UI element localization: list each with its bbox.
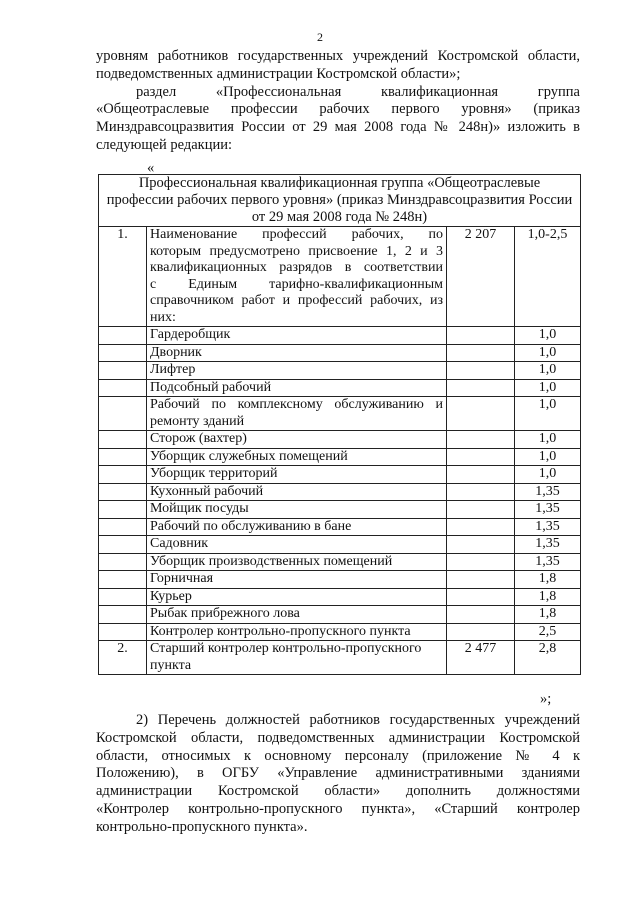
table-row: [99, 344, 581, 362]
profession-name: Контролер контрольно-пропускного пункта: [147, 623, 447, 641]
intro-line: уровням работников государственных учреждений Костромской области,: [96, 48, 580, 64]
table-row: [99, 362, 581, 380]
page-number: 2: [317, 30, 323, 44]
header-line: Профессиональная квалификационная группа «Общеотраслевые: [138, 175, 541, 191]
profession-name: Садовник: [147, 536, 447, 554]
row-coefficient: 2,8: [515, 641, 581, 675]
row-salary: 2 477: [447, 641, 515, 675]
table-row: [99, 501, 581, 519]
table-row: [99, 466, 581, 484]
outro-line: 2) Перечень должностей работников государственных учреждений: [136, 712, 580, 728]
profession-coef: 1,0: [515, 397, 581, 431]
intro-text: [96, 48, 580, 155]
outro-text: [96, 712, 580, 837]
outro-line: контрольно-пропускного пункта».: [96, 818, 308, 835]
intro-line: подведомственных администрации Костромской области»;: [96, 65, 461, 82]
table-row: [99, 623, 581, 641]
header-line: от 29 мая 2008 года № 248н): [251, 209, 428, 225]
row-name: [147, 641, 447, 675]
table-row: [99, 379, 581, 397]
outro-line: администрации Костромской области» дополнить должностями: [96, 783, 580, 800]
outro-line: области, относимых к основному персоналу (приложение № 4 к: [96, 747, 580, 764]
table-row: [99, 483, 581, 501]
qualification-table: [98, 174, 581, 675]
profession-coef: 1,0: [515, 362, 581, 380]
profession-name: Уборщик производственных помещений: [147, 553, 447, 571]
profession-coef: 1,35: [515, 553, 581, 571]
name-line: Наименование профессий рабочих, по: [150, 227, 443, 242]
profession-name: Рабочий по обслуживанию в бане: [147, 518, 447, 536]
intro-line: Минздравсоцразвития России от 29 мая 2008 года № 248н)» изложить в: [96, 119, 580, 136]
table-row: [99, 641, 581, 675]
table-row: [99, 327, 581, 345]
table-row: [99, 536, 581, 554]
intro-line: «Общеотраслевые профессии рабочих первого уровня» (приказ: [96, 101, 580, 118]
quote-close: »;: [540, 691, 552, 707]
row-salary: 2 207: [447, 227, 515, 327]
name-line: квалификационных разрядов в соответствии: [150, 260, 443, 275]
profession-name: Подсобный рабочий: [147, 379, 447, 397]
name-line: с Единым тарифно-квалификационным: [150, 276, 443, 292]
profession-name: Сторож (вахтер): [147, 431, 447, 449]
profession-name: Гардеробщик: [147, 327, 447, 345]
row-coefficient: 1,0-2,5: [515, 227, 581, 327]
profession-name: Лифтер: [147, 362, 447, 380]
table-row: [99, 448, 581, 466]
table-row: [99, 571, 581, 589]
name-line: Старший контролер контрольно-пропускного: [150, 641, 422, 656]
name-line: справочником работ и профессий рабочих, из: [150, 293, 443, 308]
profession-coef: 1,35: [515, 518, 581, 536]
quote-open: «: [147, 160, 155, 176]
name-line: пункта: [150, 657, 192, 673]
profession-coef: 1,8: [515, 606, 581, 624]
table-row: [99, 227, 581, 327]
profession-coef: 1,0: [515, 344, 581, 362]
profession-coef: 1,8: [515, 588, 581, 606]
table-row: [99, 397, 581, 431]
profession-name: Кухонный рабочий: [147, 483, 447, 501]
profession-coef: 1,35: [515, 483, 581, 501]
profession-name: Горничная: [147, 571, 447, 589]
profession-coef: 1,0: [515, 431, 581, 449]
intro-line: раздел «Профессиональная квалификационная группа: [136, 83, 580, 100]
table-row: [99, 606, 581, 624]
profession-coef: 1,8: [515, 571, 581, 589]
profession-name: Курьер: [147, 588, 447, 606]
row-number: 1.: [99, 227, 147, 327]
row-name: [147, 227, 447, 327]
name-line: которым предусмотрено присвоение 1, 2 и 3: [150, 243, 443, 259]
profession-coef: 1,0: [515, 379, 581, 397]
profession-name: [147, 397, 447, 431]
name-line: ремонту зданий: [150, 413, 245, 429]
profession-name: Уборщик служебных помещений: [147, 448, 447, 466]
profession-coef: 1,35: [515, 501, 581, 519]
outro-line: «Контролер контрольно-пропускного пункта», «Старший контролер: [96, 800, 580, 817]
profession-name: Дворник: [147, 344, 447, 362]
profession-name: Мойщик посуды: [147, 501, 447, 519]
table-row: [99, 553, 581, 571]
profession-coef: 1,35: [515, 536, 581, 554]
profession-coef: 1,0: [515, 327, 581, 345]
outro-line: Костромской области, подведомственных администрации Костромской: [96, 729, 580, 746]
table-row: [99, 431, 581, 449]
profession-coef: 1,0: [515, 466, 581, 484]
table-row: [99, 518, 581, 536]
header-line: профессии рабочих первого уровня» (приказ Минздравсоцразвития России: [106, 192, 573, 208]
name-line: Рабочий по комплексному обслуживанию и: [150, 397, 443, 412]
profession-name: Уборщик территорий: [147, 466, 447, 484]
profession-coef: 1,0: [515, 448, 581, 466]
profession-coef: 2,5: [515, 623, 581, 641]
outro-line: Положению), в ОГБУ «Управление административными зданиями: [96, 765, 580, 782]
table-header-row: [99, 175, 581, 227]
table-row: [99, 588, 581, 606]
table-header: [99, 175, 581, 227]
row-number: 2.: [99, 641, 147, 675]
intro-line: следующей редакции:: [96, 136, 233, 153]
name-line: них:: [150, 309, 176, 325]
profession-name: Рыбак прибрежного лова: [147, 606, 447, 624]
